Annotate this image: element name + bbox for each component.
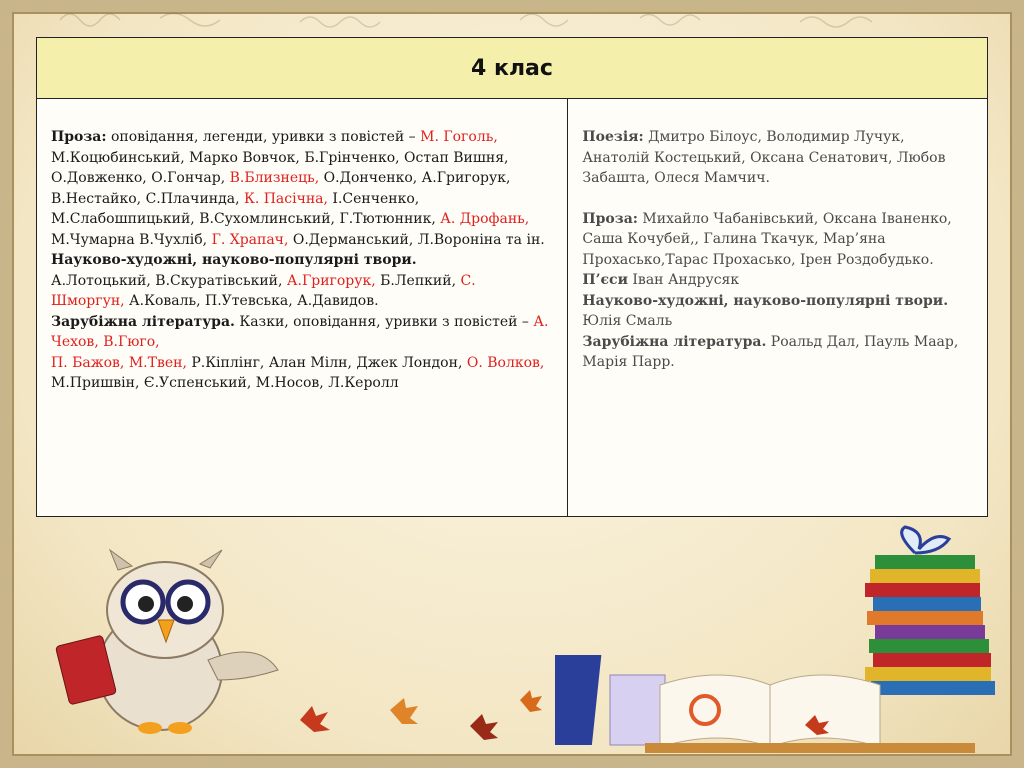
highlighted-author: А. Дрофань,	[440, 211, 530, 227]
highlighted-author: М. Гоголь,	[420, 129, 498, 145]
highlighted-author: А.Григорук,	[286, 272, 376, 289]
text: А.Коваль, П.Утевська, А.Давидов.	[124, 293, 379, 309]
left-column	[37, 99, 568, 517]
reading-list-table	[36, 37, 988, 517]
text: Роальд Дал, Пауль Маар, Марія Парр.	[582, 333, 959, 370]
science-label: Науково-художні, науково-популярні твори.	[582, 292, 949, 309]
highlighted-author: Г. Храпач,	[211, 231, 289, 248]
text: Казки, оповідання, уривки з повістей –	[234, 313, 534, 330]
highlighted-author: А. Чехов, В.Гюго,	[51, 313, 549, 350]
right-column	[568, 99, 988, 517]
text: А.Лотоцький, В.Скуратівський,	[51, 272, 287, 289]
text: Р.Кіплінг, Алан Мілн, Джек Лондон,	[186, 354, 467, 371]
book-stack-illustration	[555, 525, 1005, 757]
highlighted-author: О. Волков,	[466, 354, 545, 371]
text: Михайло Чабанівський, Оксана Іваненко, Саша Кочубей,, Галина Ткачук, Мар’яна Прохасько,Тарас Прохасько, Ірен Роздобудько.	[582, 210, 952, 268]
text: М.Пришвін, Є.Успенський, М.Носов, Л.Керолл	[51, 375, 399, 391]
highlighted-author: В.Близнець,	[229, 170, 320, 186]
owl-illustration	[40, 540, 290, 740]
text: І.Сенченко, М.Слабошпицький, В.Сухомлинський, Г.Тютюнник,	[51, 190, 441, 227]
text: Юлія Смаль	[582, 313, 673, 329]
plays-label: П’єси	[582, 272, 628, 288]
page-title: 4 клас	[37, 38, 988, 99]
poetry-label: Поезія:	[582, 129, 644, 145]
science-label: Науково-художні, науково-популярні твори.	[51, 252, 417, 268]
text: О.Дерманський, Л.Вороніна та ін.	[288, 231, 545, 248]
text: Дмитро Білоус, Володимир Лучук, Анатолій Костецький, Оксана Сенатович, Любов Забашта, Олеся Мамчич.	[582, 129, 946, 186]
prose-label: Проза:	[51, 129, 107, 145]
highlighted-author: П. Бажов, М.Твен,	[51, 354, 187, 371]
autumn-leaves	[280, 680, 560, 750]
highlighted-author: С. Шморгун,	[51, 272, 476, 309]
foreign-literature-label: Зарубіжна література.	[51, 313, 235, 330]
text: М.Коцюбинський, Марко Вовчок, Б.Грінченко, Остап Вишня, О.Довженко, О.Гончар,	[51, 149, 509, 186]
text: Іван Андрусяк	[627, 272, 740, 288]
highlighted-author: К. Пасічна,	[243, 190, 328, 207]
text: Б.Лепкий,	[375, 272, 461, 289]
text: М.Чумарна В.Чухліб,	[51, 231, 212, 248]
text: О.Донченко, А.Григорук, В.Нестайко, С.Плачинда,	[51, 170, 511, 207]
handwriting-decoration	[0, 0, 1024, 40]
prose-label: Проза:	[582, 210, 638, 227]
text: оповідання, легенди, уривки з повістей –	[106, 129, 421, 145]
foreign-literature-label: Зарубіжна література.	[582, 333, 767, 350]
